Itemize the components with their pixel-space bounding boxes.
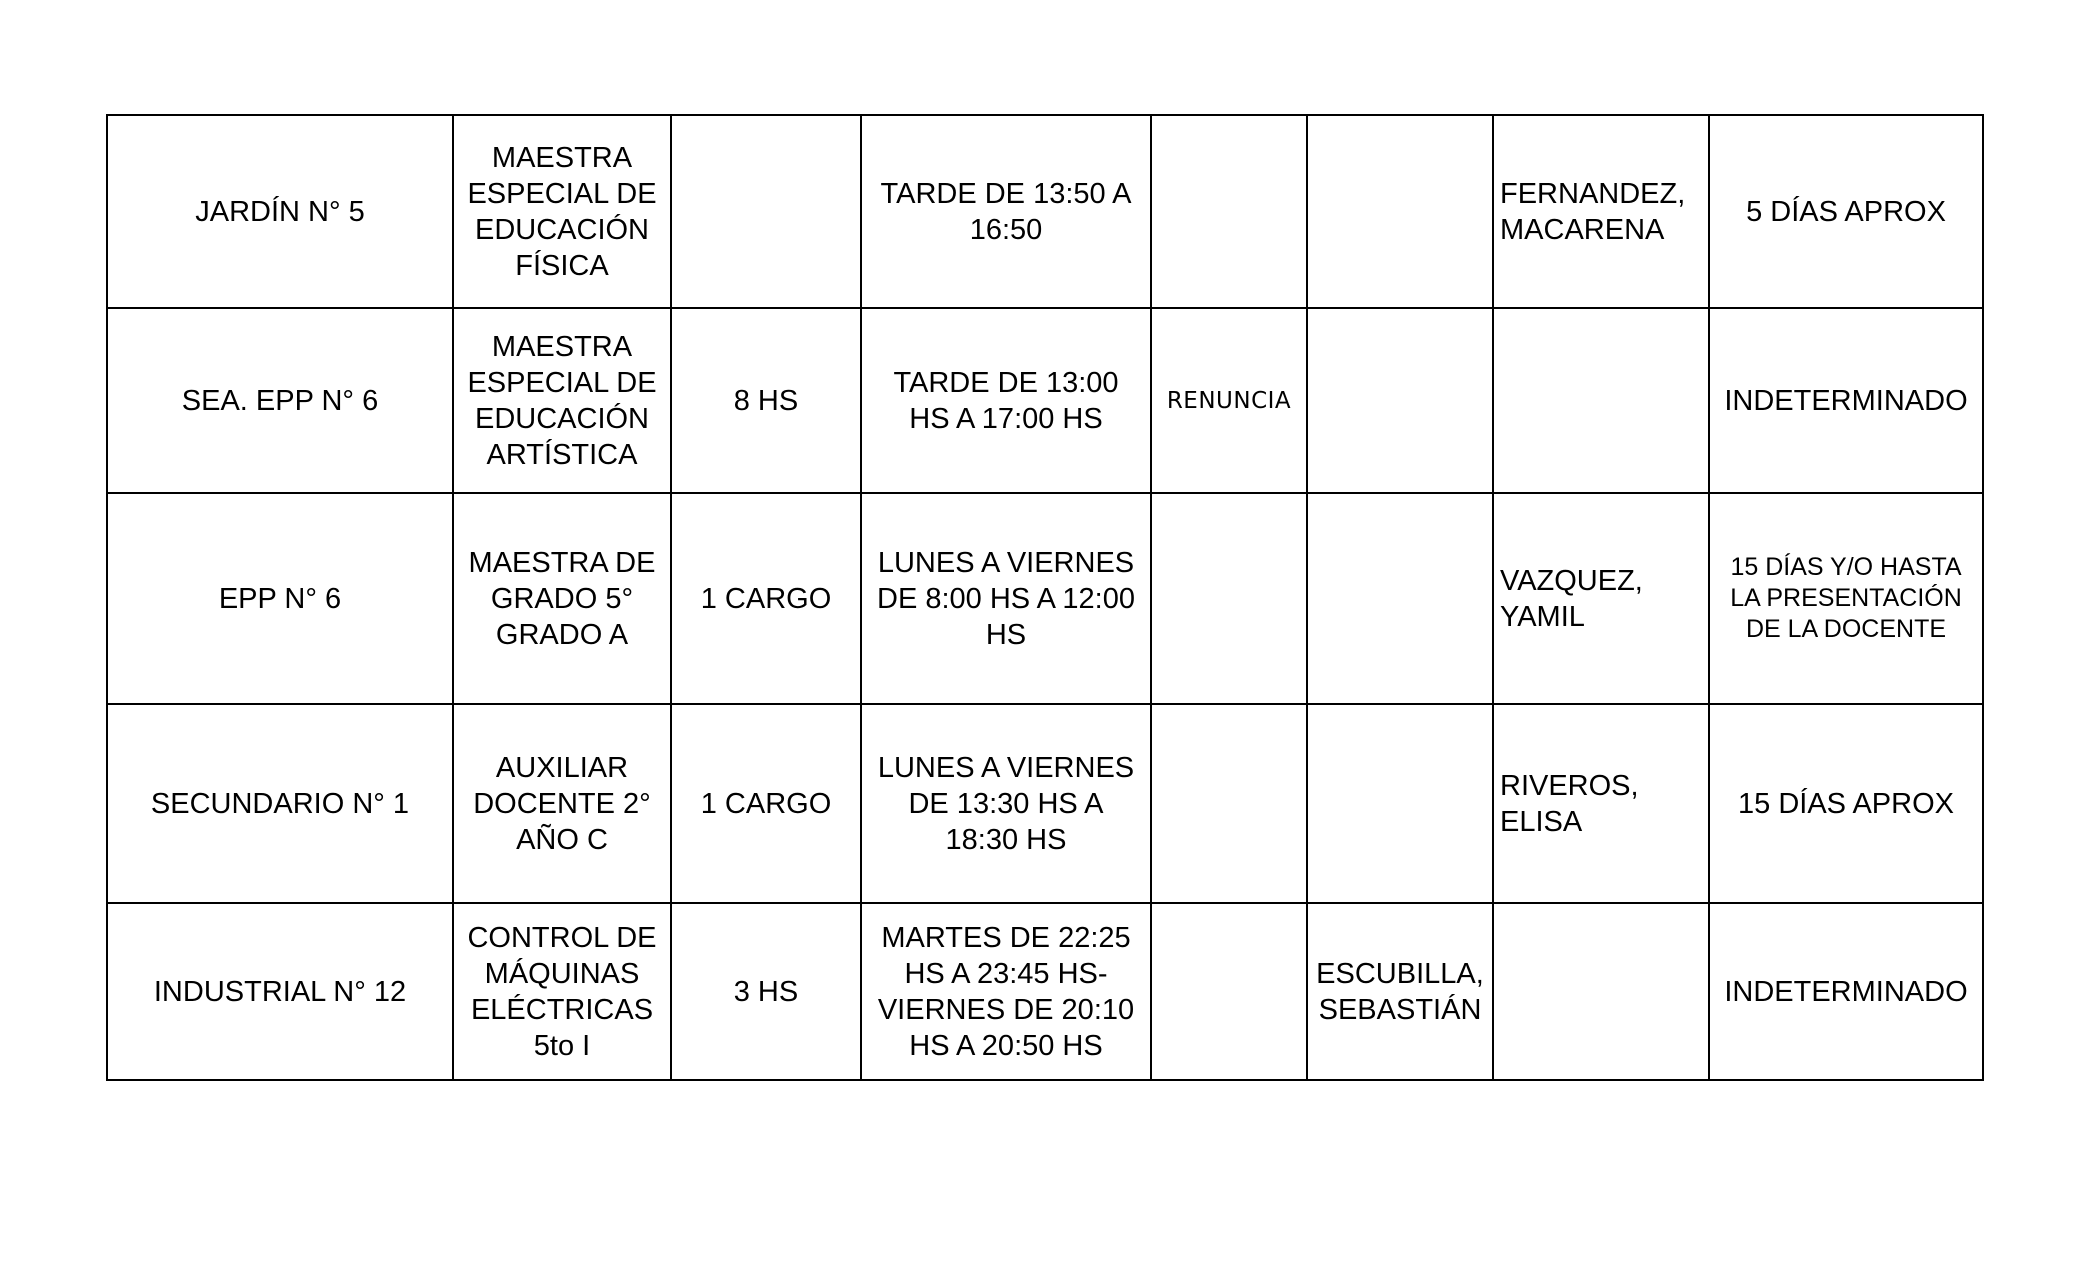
load-cell — [671, 115, 861, 308]
vacancies-table — [106, 114, 1984, 1081]
cause-cell — [1151, 903, 1307, 1080]
school-cell: JARDÍN N° 5 — [107, 115, 453, 308]
school-cell: SECUNDARIO N° 1 — [107, 704, 453, 903]
holder-cell — [1307, 308, 1493, 493]
schedule-cell: LUNES A VIERNES DE 13:30 HS A 18:30 HS — [861, 704, 1151, 903]
load-cell: 1 CARGO — [671, 493, 861, 704]
schedule-cell: TARDE DE 13:00 HS A 17:00 HS — [861, 308, 1151, 493]
duration-cell: INDETERMINADO — [1709, 903, 1983, 1080]
substitute-cell: RIVEROS, ELISA — [1493, 704, 1709, 903]
cause-cell: RENUNCIA — [1151, 308, 1307, 493]
holder-cell — [1307, 115, 1493, 308]
table-row — [107, 115, 1983, 308]
duration-cell: 5 DÍAS APROX — [1709, 115, 1983, 308]
substitute-cell — [1493, 308, 1709, 493]
table-row — [107, 308, 1983, 493]
load-cell: 3 HS — [671, 903, 861, 1080]
substitute-cell — [1493, 903, 1709, 1080]
load-cell: 8 HS — [671, 308, 861, 493]
table-row — [107, 493, 1983, 704]
cause-cell — [1151, 493, 1307, 704]
duration-cell: 15 DÍAS APROX — [1709, 704, 1983, 903]
school-cell: EPP N° 6 — [107, 493, 453, 704]
school-cell: INDUSTRIAL N° 12 — [107, 903, 453, 1080]
schedule-cell: TARDE DE 13:50 A 16:50 — [861, 115, 1151, 308]
duration-cell: INDETERMINADO — [1709, 308, 1983, 493]
table-row — [107, 903, 1983, 1080]
table-row — [107, 704, 1983, 903]
holder-cell: ESCUBILLA, SEBASTIÁN — [1307, 903, 1493, 1080]
position-cell: CONTROL DE MÁQUINAS ELÉCTRICAS 5to I — [453, 903, 671, 1080]
schedule-cell: MARTES DE 22:25 HS A 23:45 HS- VIERNES DE 20:10 HS A 20:50 HS — [861, 903, 1151, 1080]
holder-cell — [1307, 493, 1493, 704]
schedule-cell: LUNES A VIERNES DE 8:00 HS A 12:00 HS — [861, 493, 1151, 704]
load-cell: 1 CARGO — [671, 704, 861, 903]
substitute-cell: FERNANDEZ, MACARENA — [1493, 115, 1709, 308]
substitute-cell: VAZQUEZ, YAMIL — [1493, 493, 1709, 704]
cause-cell — [1151, 704, 1307, 903]
duration-cell: 15 DÍAS Y/O HASTA LA PRESENTACIÓN DE LA DOCENTE — [1709, 493, 1983, 704]
school-cell: SEA. EPP N° 6 — [107, 308, 453, 493]
cause-cell — [1151, 115, 1307, 308]
position-cell: MAESTRA ESPECIAL DE EDUCACIÓN ARTÍSTICA — [453, 308, 671, 493]
holder-cell — [1307, 704, 1493, 903]
position-cell: MAESTRA ESPECIAL DE EDUCACIÓN FÍSICA — [453, 115, 671, 308]
position-cell: AUXILIAR DOCENTE 2° AÑO C — [453, 704, 671, 903]
position-cell: MAESTRA DE GRADO 5° GRADO A — [453, 493, 671, 704]
